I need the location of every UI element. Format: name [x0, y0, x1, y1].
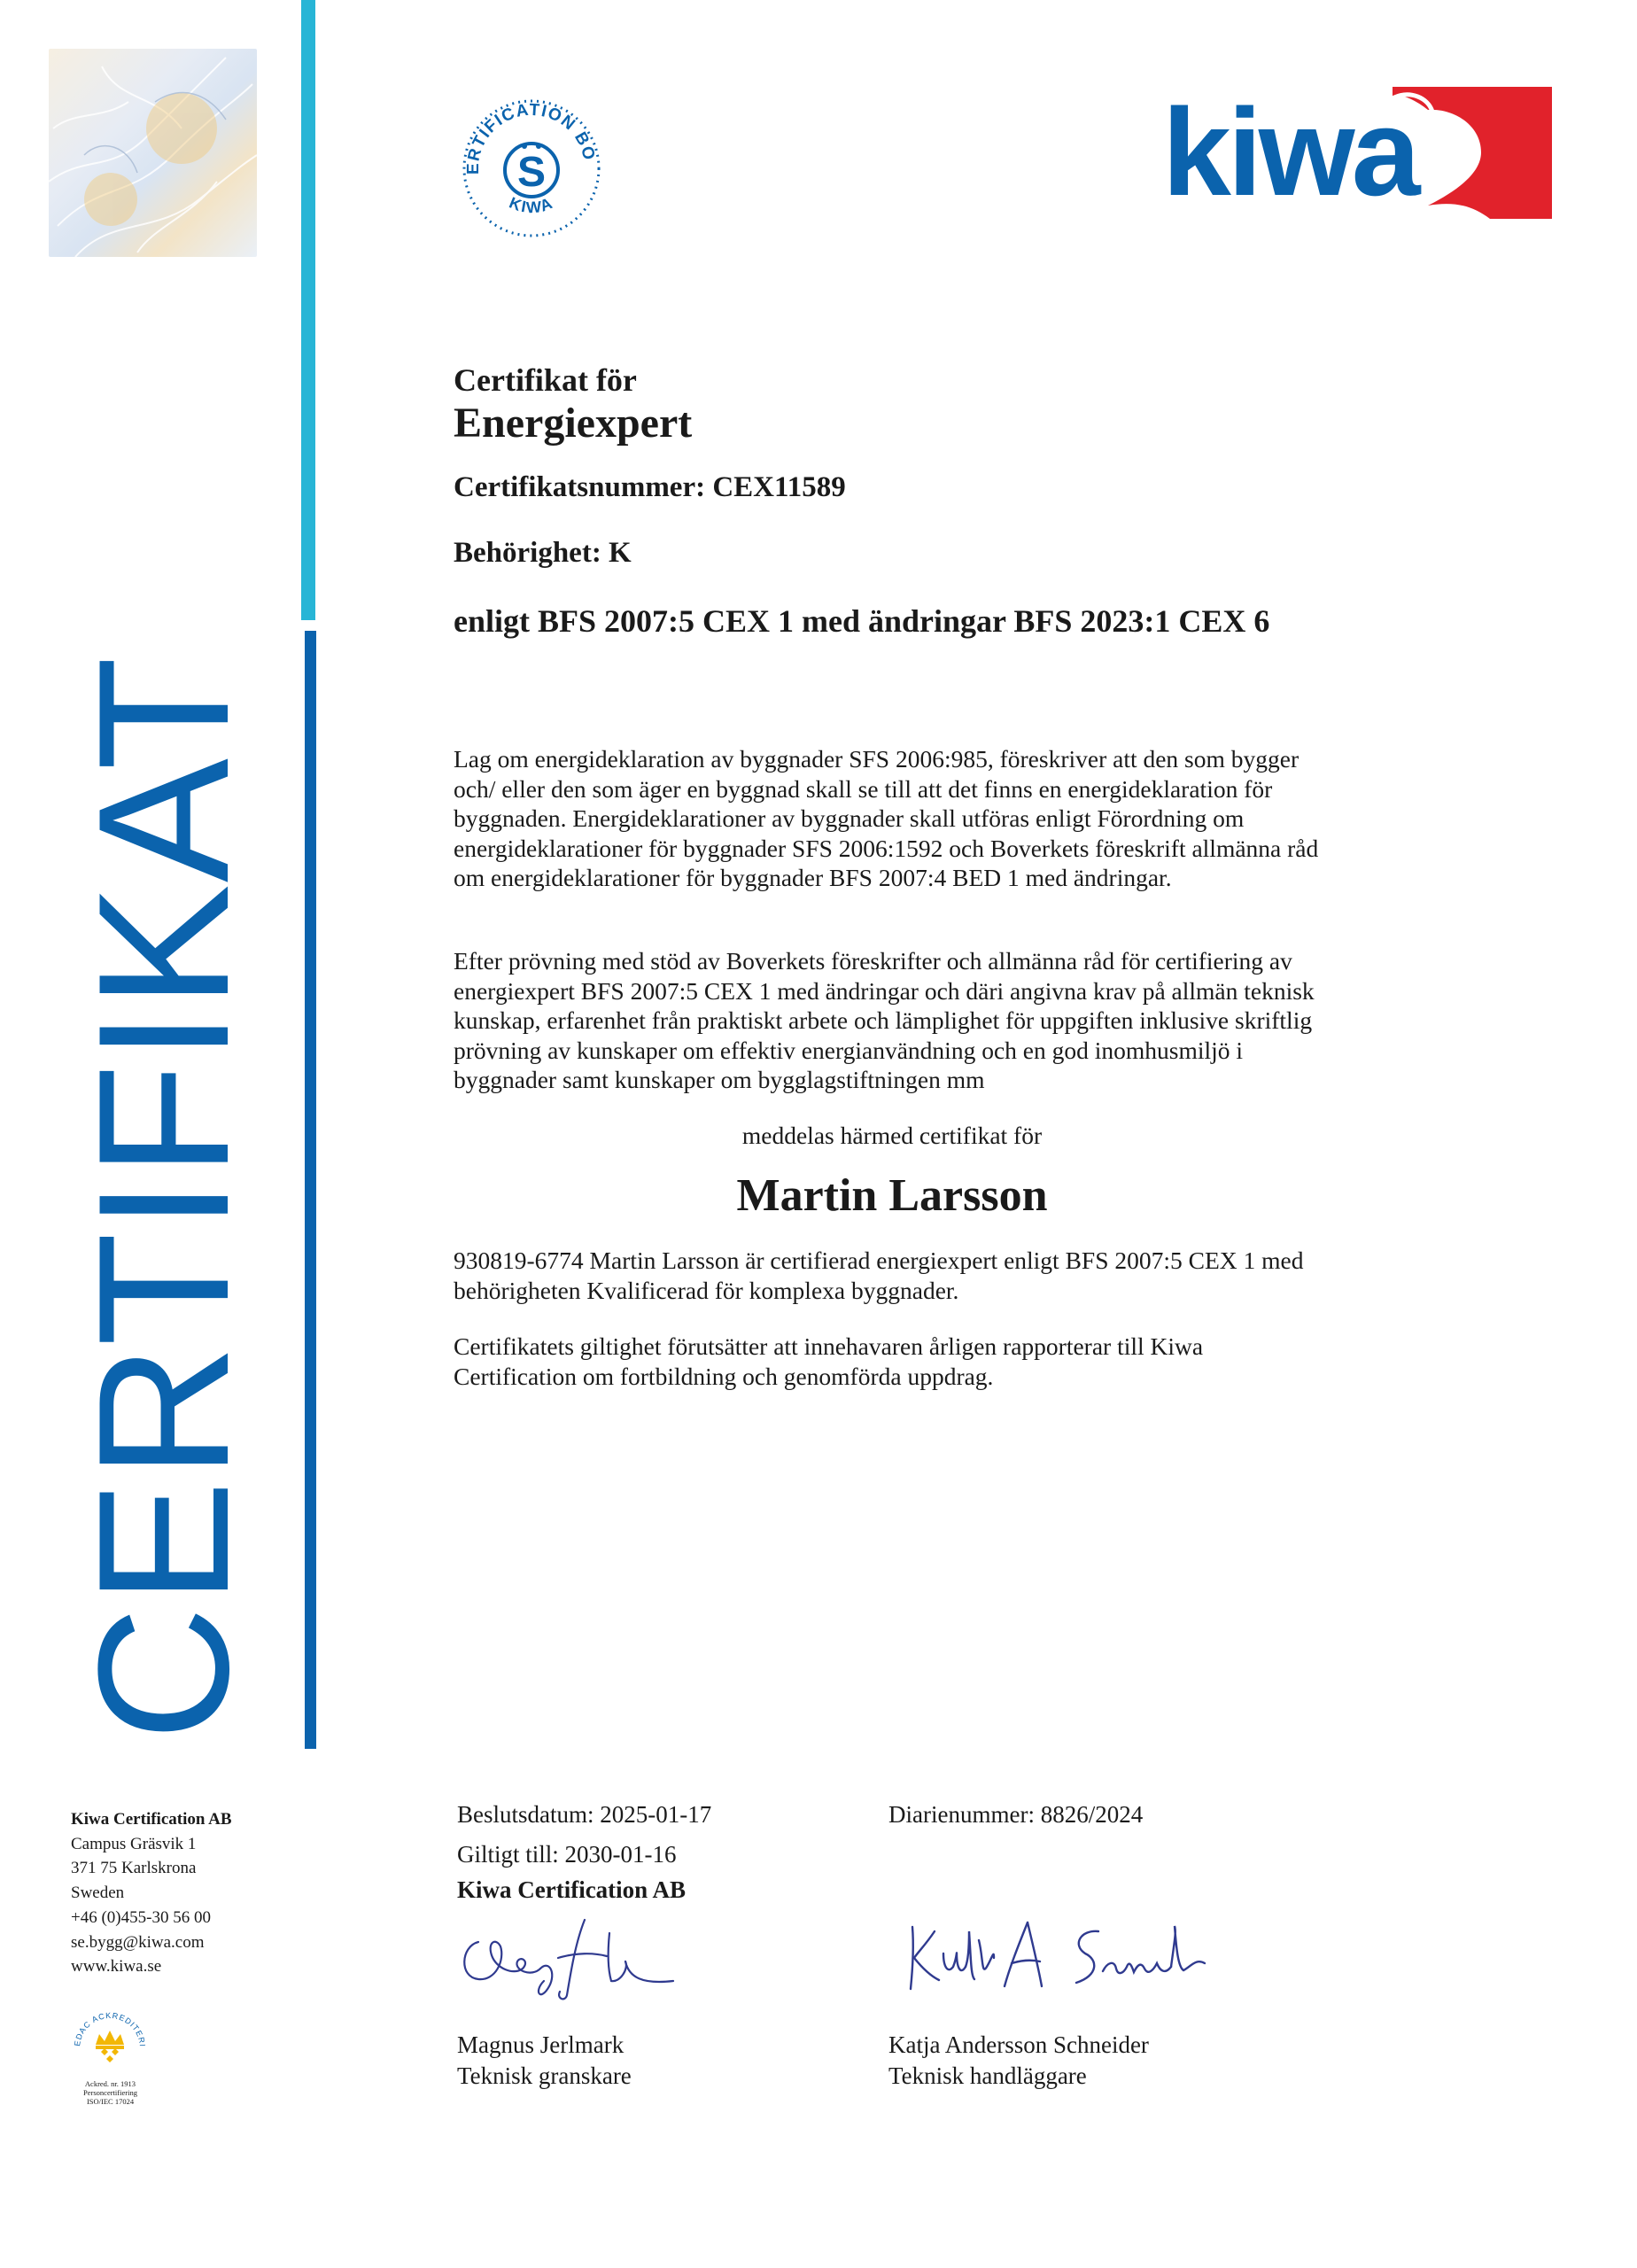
signer-2-name: Katja Andersson Schneider: [888, 2031, 1149, 2058]
swedac-scope: Personcertifiering: [83, 2087, 137, 2097]
company-email: se.bygg@kiwa.com: [71, 1932, 205, 1952]
signature-2: [895, 1905, 1222, 2002]
seal-bottom-text: KIWA: [507, 193, 556, 217]
regulation-reference: enligt BFS 2007:5 CEX 1 med ändringar BFS 2023:1 CEX 6: [454, 603, 1270, 639]
company-country: Sweden: [71, 1884, 125, 1903]
holder-details-paragraph: 930819-6774 Martin Larsson är certifierad energiexpert enligt BFS 2007:5 CEX 1 med behörigheten Kvalificerad för komplexa byggnader.: [454, 1247, 1304, 1304]
company-website: www.kiwa.se: [71, 1957, 162, 1977]
signer-1-role: Teknisk granskare: [457, 2062, 632, 2090]
company-postal: 371 75 Karlskrona: [71, 1859, 197, 1878]
signer-1-block: [457, 2030, 632, 2092]
signature-1: [452, 1907, 682, 2004]
certification-body-seal: [459, 96, 605, 242]
signer-2-role: Teknisk handläggare: [888, 2062, 1087, 2090]
swedac-ring-text: EDAC ACKREDITERI: [72, 2010, 148, 2048]
kiwa-logo: [1162, 82, 1556, 223]
valid-until-date: Giltigt till: 2030-01-16: [457, 1841, 677, 1868]
signer-2-block: [888, 2030, 1149, 2092]
company-address-block: [71, 1807, 232, 1979]
accent-stripe-cyan: [301, 0, 315, 620]
seal-top-text: ERTIFICATION BO: [463, 100, 599, 175]
authority-level: Behörighet: K: [454, 537, 632, 569]
artwork-graphic: [49, 49, 257, 257]
decision-date: Beslutsdatum: 2025-01-17: [457, 1801, 712, 1828]
kiwa-logo-text: kiwa: [1162, 82, 1417, 221]
company-name: Kiwa Certification AB: [71, 1810, 232, 1829]
certificate-holder-name: Martin Larsson: [736, 1170, 1048, 1221]
issuance-intro: meddelas härmed certifikat för: [741, 1122, 1043, 1149]
company-street: Campus Gräsvik 1: [71, 1834, 197, 1853]
certificate-heading-small: Certifikat för: [454, 362, 637, 398]
company-phone: +46 (0)455-30 56 00: [71, 1907, 211, 1927]
swedac-standard: ISO/IEC 17024: [86, 2096, 135, 2106]
diary-number: Diarienummer: 8826/2024: [888, 1801, 1144, 1828]
issuing-body: Kiwa Certification AB: [457, 1876, 686, 1903]
certificate-heading-large: Energiexpert: [454, 400, 693, 447]
assessment-paragraph: Efter prövning med stöd av Boverkets föreskrifter och allmänna råd för certifiering av energiexpert BFS 2007:5 CEX 1 med ändringar och däri angivna krav på allmän teknisk kunskap, erfarenhet från praktiskt arbete och lämplighet för uppgiften inklusive skriftlig prövning av kunskaper om effektiv energianvändning och en god inomhusmiljö i byggnader samt kunskaper om bygglagstiftningen mm: [454, 947, 1315, 1094]
validity-conditions-paragraph: Certifikatets giltighet förutsätter att innehavaren årligen rapporterar till Kiwa Certification om fortbildning och genomförda uppdrag.: [454, 1332, 1204, 1390]
accent-stripe-blue: [305, 631, 316, 1749]
certificate-number: Certifikatsnummer: CEX11589: [454, 471, 846, 503]
legal-basis-paragraph: Lag om energideklaration av byggnader SFS 2006:985, föreskriver att den som bygger och/ eller den som äger en byggnad skall se till att det finns en energideklaration för byggnaden. Energideklarationer av byggnader skall utföras enligt Förordning om energideklarationer för byggnader SFS 2006:1592 och Boverkets föreskrift allmänna råd om energideklarationer för byggnader BFS 2007:4 BED 1 med ändringar.: [454, 745, 1319, 892]
swedac-note: [64, 2080, 157, 2106]
side-label: CERTIFIKAT: [59, 655, 268, 1741]
signer-1-name: Magnus Jerlmark: [457, 2031, 625, 2058]
swedac-accreditation-number: Ackred. nr. 1913: [84, 2079, 136, 2088]
decorative-artwork: [49, 49, 257, 257]
crown-icon: [96, 2031, 124, 2049]
seal-center-letter: S: [516, 149, 547, 196]
